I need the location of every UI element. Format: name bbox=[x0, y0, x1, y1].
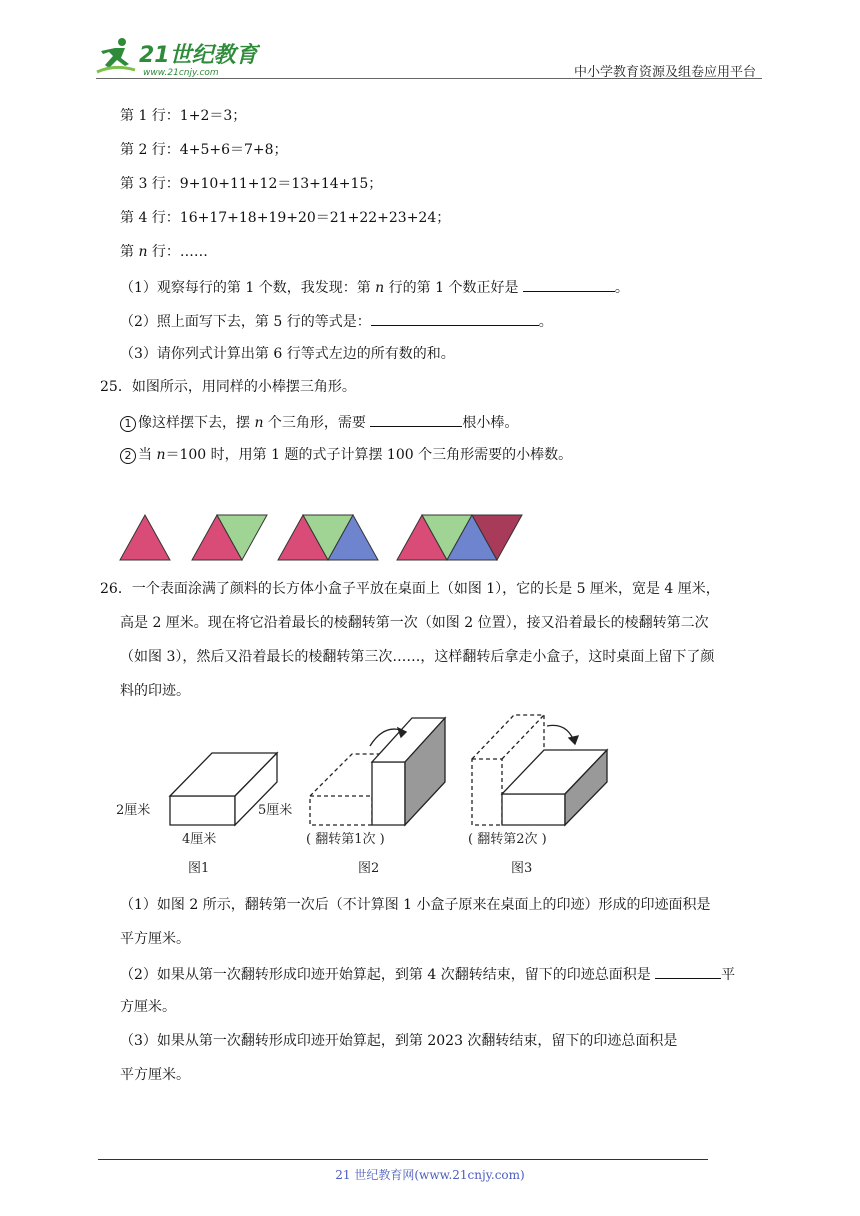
circled-number-1: 1 bbox=[120, 416, 136, 432]
problem-25-title: 25．如图所示，用同样的小棒摆三角形。 bbox=[100, 379, 356, 395]
question-24-2: （2）照上面写下去，第 5 行的等式是： 。 bbox=[120, 311, 553, 331]
question-26-2-line-2: 方厘米。 bbox=[120, 999, 176, 1015]
box-figure-3 bbox=[472, 715, 607, 825]
question-24-3: （3）请你列式计算出第 6 行等式左边的所有数的和。 bbox=[120, 346, 455, 362]
problem-25-sub-1: 1 像这样摆下去，摆 n 个三角形，需要 根小棒。 bbox=[120, 412, 518, 432]
arrow-head bbox=[569, 736, 578, 744]
problem-26-line-1: 26．一个表面涂满了颜料的长方体小盒子平放在桌面上（如图 1），它的长是 5 厘米，宽是 4 厘米， bbox=[100, 581, 720, 597]
footer-divider bbox=[98, 1159, 708, 1160]
logo-subtext: www.21cnjy.com bbox=[143, 68, 219, 78]
problem-26-line-3: （如图 3），然后又沿着最长的棱翻转第三次……，这样翻转后拿走小盒子，这时桌面上留下了颜 bbox=[120, 649, 715, 665]
flip-arrow bbox=[547, 725, 575, 744]
answer-blank[interactable] bbox=[370, 412, 462, 427]
question-24-1: （1）观察每行的第 1 个数，我发现：第 n 行的第 1 个数正好是 。 bbox=[120, 277, 629, 297]
runner-icon bbox=[97, 38, 135, 72]
figure-2-caption: 图2 bbox=[358, 861, 380, 876]
box1-front-face bbox=[170, 796, 235, 825]
triangle-1-a bbox=[120, 515, 170, 560]
triangles-figure bbox=[110, 510, 530, 564]
site-logo bbox=[95, 34, 260, 78]
box2-front-face bbox=[372, 762, 405, 825]
answer-blank[interactable] bbox=[371, 311, 539, 326]
row-2-equation: 第 2 行：4+5+6＝7+8； bbox=[120, 142, 288, 158]
logo-text: 21世纪教育 bbox=[139, 43, 258, 68]
row-n-line: 第 n 行：…… bbox=[120, 244, 208, 260]
question-26-2-line-1: （2）如果从第一次翻转形成印迹开始算起，到第 4 次翻转结束，留下的印迹总面积是 平 bbox=[120, 964, 735, 984]
problem-26-line-4: 料的印迹。 bbox=[120, 683, 190, 699]
width-label: 4厘米 bbox=[182, 832, 217, 847]
answer-blank[interactable] bbox=[655, 964, 721, 979]
problem-25-sub-2: 2 当 n＝100 时，用第 1 题的式子计算摆 100 个三角形需要的小棒数。 bbox=[120, 446, 572, 464]
length-label: 5厘米 bbox=[258, 803, 293, 818]
figure-1-caption: 图1 bbox=[188, 861, 210, 876]
question-26-1-line-1: （1）如图 2 所示，翻转第一次后（不计算图 1 小盒子原来在桌面上的印迹）形成的印迹面积是 bbox=[120, 897, 711, 913]
box-flip-figure bbox=[110, 710, 630, 880]
footer-link[interactable]: 21 世纪教育网(www.21cnjy.com) bbox=[335, 1168, 525, 1182]
header-platform-text: 中小学教育资源及组卷应用平台 bbox=[573, 65, 756, 80]
row-3-equation: 第 3 行：9+10+11+12＝13+14+15； bbox=[120, 176, 383, 192]
flip-2-caption: ( 翻转第2次 ) bbox=[468, 832, 547, 847]
flip-1-caption: ( 翻转第1次 ) bbox=[306, 832, 385, 847]
figure-3-caption: 图3 bbox=[511, 861, 533, 876]
circled-number-2: 2 bbox=[120, 448, 136, 464]
question-26-3-line-2: 平方厘米。 bbox=[120, 1067, 190, 1083]
box3-front-face bbox=[502, 794, 565, 825]
question-26-3-line-1: （3）如果从第一次翻转形成印迹开始算起，到第 2023 次翻转结束，留下的印迹总面积是 bbox=[120, 1033, 678, 1049]
problem-26-line-2: 高是 2 厘米。现在将它沿着最长的棱翻转第一次（如图 2 位置），接又沿着最长的棱翻转第二次 bbox=[120, 615, 709, 631]
header-divider bbox=[96, 78, 762, 79]
question-26-1-line-2: 平方厘米。 bbox=[120, 931, 190, 947]
row-1-equation: 第 1 行：1+2＝3； bbox=[120, 108, 247, 124]
answer-blank[interactable] bbox=[523, 277, 615, 292]
row-4-equation: 第 4 行：16+17+18+19+20＝21+22+23+24； bbox=[120, 210, 451, 226]
height-label: 2厘米 bbox=[116, 803, 151, 818]
box-figure-2 bbox=[310, 718, 445, 825]
